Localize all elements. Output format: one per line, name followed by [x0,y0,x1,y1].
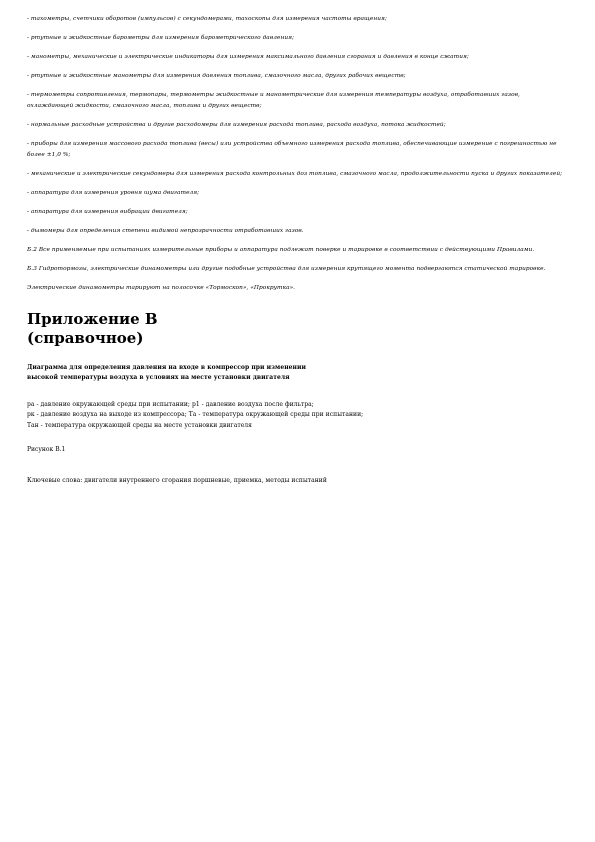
clause-b3: Б.3 Гидротормозы, электрические динамометры или другие подобные устройства для измерения крутящего момента подвергаются статической тарировке. [27,266,546,273]
diagram-title-line-1: Диаграмма для определения давления на входе в компрессор при изменении [27,363,306,371]
keywords-line: Ключевые слова: двигатели внутреннего сгорания поршневые, приемка, методы испытаний [27,476,327,484]
list-item-smoke-meters: - дымомеры для определения степени видимой непрозрачности отработавших газов. [27,227,304,234]
clause-b2: Б.2 Все применяемые при испытаниях измерительные приборы и аппаратура подлежат поверке и тарировке в соответствии с действующими Правилами. [27,247,535,254]
appendix-title: Приложение В [27,309,158,328]
list-item-tachometers: - тахометры, счетчики оборотов (импульсов) с секундомерами, тахоскопы для измерения частоты вращения; [27,16,387,22]
list-item-flow-meters: - нормальные расходные устройства и другие расходомеры для измерения расхода топлива, расхода воздуха, потока жидкостей; [27,121,446,128]
list-item-fuel-mass-meters: - приборы для измерения массового расхода топлива (весы) или устройства объемного измерения расхода топлива, обеспечивающие измерение с погрешностью не более ±1,0 %; [27,141,557,158]
dynamometer-note: Электрические динамометры тарируют на полосочке «Тормоскоп», «Прокрутка». [27,285,296,292]
list-item-noise-equipment: - аппаратура для измерения уровня шума двигателя; [27,189,200,196]
document-body [27,14,565,486]
list-item-pressure-gauges: - ртутные и жидкостные манометры для измерения давления топлива, смазочного масла, других рабочих веществ; [27,73,406,80]
figure-caption: Рисунок В.1 [27,446,66,454]
list-item-vibration-equipment: - аппаратура для измерения вибрации двигателя; [27,208,188,215]
legend-line-1: ра - давление окружающей среды при испытании; р1 - давление воздуха после фильтра; [27,400,314,408]
list-item-manometers-indicators: - манометры, механические и электрические индикаторы для измерения максимального давления сгорания и давления в конце сжатия; [27,54,469,61]
list-item-barometers: - ртутные и жидкостные барометры для измерения барометрического давления; [27,35,295,42]
appendix-heading [27,310,565,348]
figure-legend [27,400,565,432]
list-item-stopwatches: - механические и электрические секундомеры для измерения расхода контрольных доз топлива, смазочного масла, продолжительности пуска и других показателей; [27,170,563,177]
diagram-title [27,363,565,384]
legend-line-2: рк - давление воздуха на выходе из компрессора; Та - температура окружающей среды при испытании; [27,411,364,419]
diagram-title-line-2: высокой температуры воздуха в условиях на месте установки двигателя [27,374,290,382]
appendix-subtitle: (справочное) [27,328,144,347]
legend-line-3: Тан - температура окружающей среды на месте установки двигателя [27,421,252,429]
list-item-thermometers: - термометры сопротивления, термопары, термометры жидкостные и манометрические для измерения температуры воздуха, отработавших газов, охлаждающей жидкости, смазочного масла, топлива и других веществ; [27,92,520,109]
